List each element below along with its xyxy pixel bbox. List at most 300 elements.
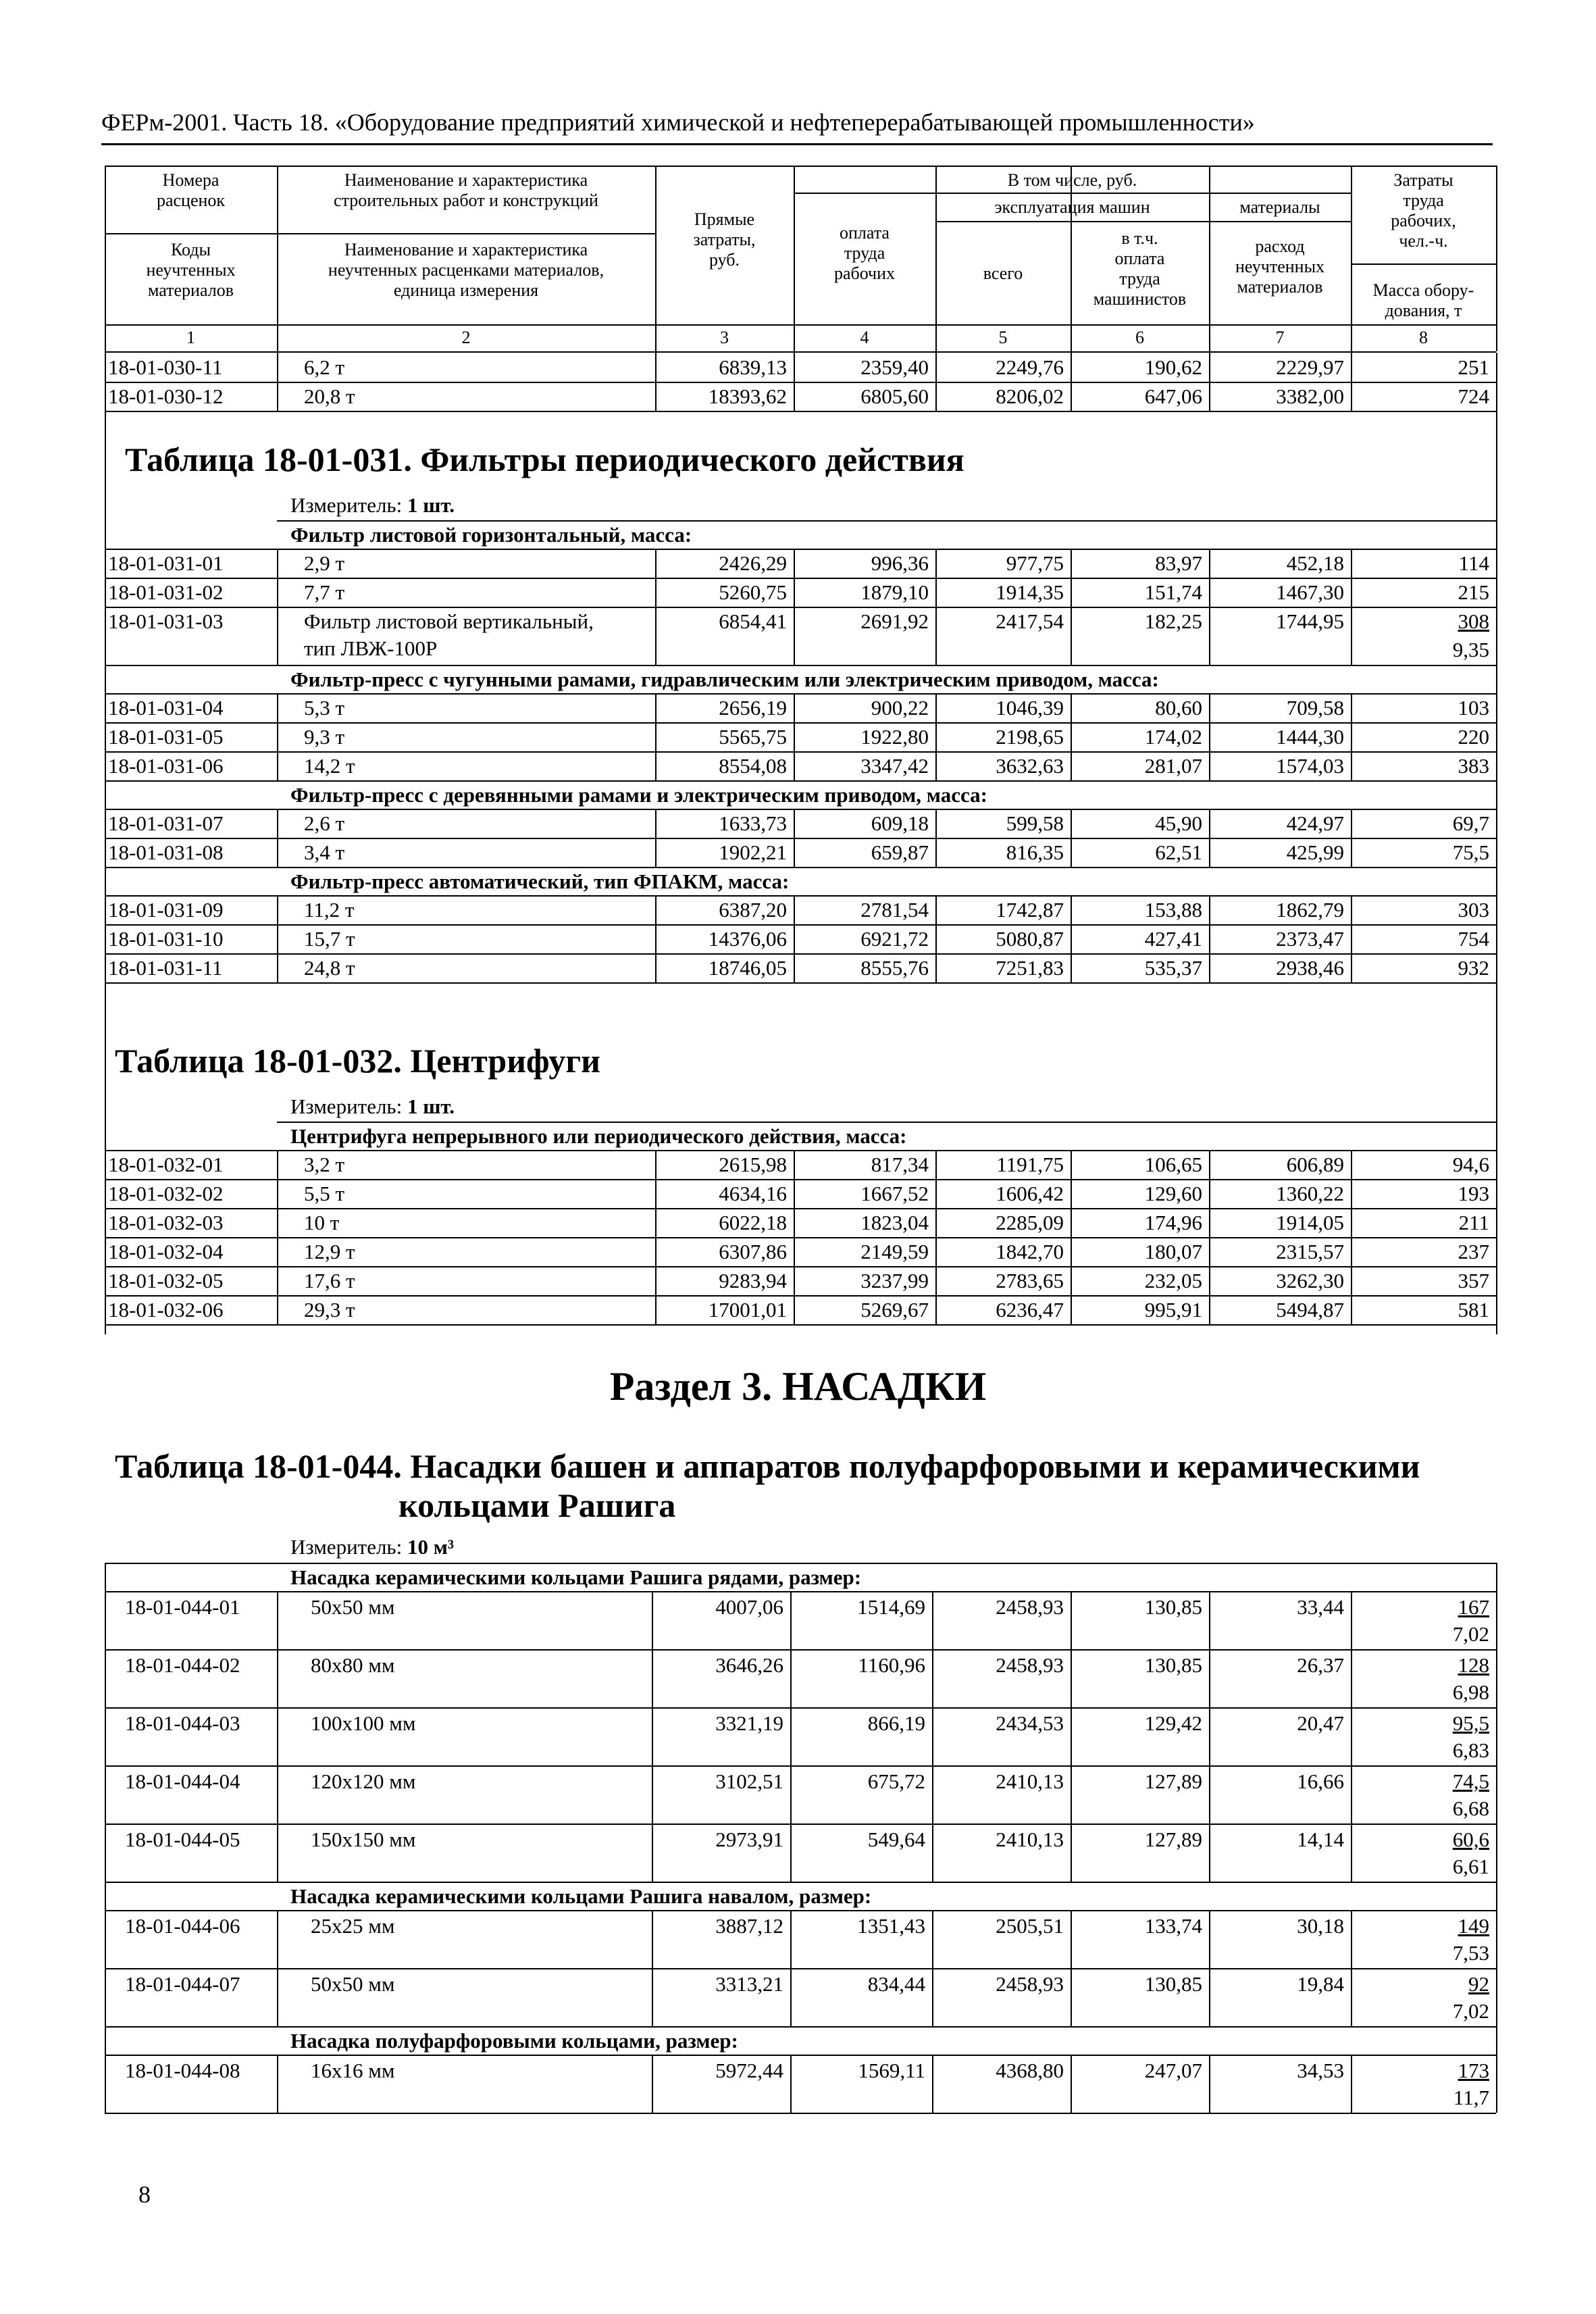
column-rule — [1351, 2055, 1352, 2113]
value-machines: 1842,70 — [996, 1240, 1064, 1263]
header-including-rule — [794, 193, 1351, 194]
value-equipment-mass: 6,61 — [1452, 1855, 1489, 1878]
value-labor: 193 — [1458, 1182, 1489, 1205]
group-subtitle: Фильтр-пресс с чугунными рамами, гидравлическим или электрическим приводом, масса: — [290, 668, 1159, 691]
row-name: 20,8 т — [304, 384, 355, 408]
row-name: 2,6 т — [304, 811, 345, 835]
value-direct: 6839,13 — [719, 355, 787, 379]
group-subtitle: Фильтр листовой горизонтальный, масса: — [290, 523, 692, 547]
column-rule — [277, 2055, 278, 2113]
value-direct: 3321,19 — [715, 1711, 783, 1735]
value-labor: 237 — [1458, 1240, 1489, 1263]
column-rule — [652, 1591, 653, 1882]
header-code-top: расценок — [156, 191, 226, 210]
header-column-number: 5 — [998, 328, 1008, 347]
price-code: 18-01-032-05 — [108, 1269, 224, 1292]
value-machinists: 281,07 — [1144, 754, 1202, 778]
value-machinists: 83,97 — [1155, 551, 1202, 575]
value-machines: 4368,80 — [996, 2059, 1064, 2082]
value-materials: 424,97 — [1286, 811, 1344, 835]
column-rule — [1209, 809, 1210, 867]
price-code: 18-01-031-03 — [108, 609, 224, 633]
column-rule — [1071, 2055, 1072, 2113]
header-split-rule — [105, 233, 655, 234]
price-code: 18-01-044-06 — [125, 1914, 240, 1938]
value-machinists: 127,89 — [1144, 1769, 1202, 1793]
price-code: 18-01-044-03 — [125, 1711, 240, 1735]
header-wages: рабочих — [833, 263, 896, 283]
value-direct: 5260,75 — [719, 580, 787, 604]
row-name: 11,2 т — [304, 898, 355, 922]
column-rule — [1071, 1910, 1072, 2026]
value-equipment-mass: 7,02 — [1452, 1622, 1489, 1646]
value-wages: 609,18 — [871, 811, 929, 835]
value-materials: 30,18 — [1297, 1914, 1344, 1938]
value-equipment-mass: 9,35 — [1452, 638, 1489, 661]
row-name: 10 т — [304, 1211, 340, 1234]
measure-value: 1 шт. — [407, 1095, 455, 1118]
value-direct: 1633,73 — [719, 811, 787, 835]
value-direct: 18746,05 — [708, 956, 787, 980]
value-direct: 6307,86 — [719, 1240, 787, 1263]
value-machines: 2249,76 — [996, 355, 1064, 379]
value-equipment-mass: 6,98 — [1452, 1680, 1489, 1704]
column-rule — [935, 693, 937, 780]
value-labor: 215 — [1458, 580, 1489, 604]
row-name: 16х16 мм — [311, 2059, 395, 2082]
value-direct: 5565,75 — [719, 725, 787, 749]
value-machinists: 130,85 — [1144, 1972, 1202, 1996]
value-labor: 149 — [1458, 1914, 1489, 1938]
section-title: Раздел 3. НАСАДКИ — [609, 1364, 987, 1409]
price-code: 18-01-032-04 — [108, 1240, 224, 1263]
column-rule — [932, 1910, 933, 2026]
value-equipment-mass: 6,83 — [1452, 1738, 1489, 1762]
value-materials: 1744,95 — [1276, 609, 1344, 633]
row-rule — [105, 1707, 1496, 1709]
group-subtitle: Фильтр-пресс с деревянными рамами и электрическим приводом, масса: — [290, 783, 987, 807]
column-rule — [652, 1910, 653, 2026]
header-labor-costs: Затраты — [1393, 170, 1453, 190]
column-rule — [1209, 2055, 1210, 2113]
price-code: 18-01-031-04 — [108, 696, 224, 720]
row-name: 14,2 т — [304, 754, 355, 778]
value-machinists: 232,05 — [1144, 1269, 1202, 1292]
value-machinists: 182,25 — [1144, 609, 1202, 633]
value-labor: 754 — [1458, 927, 1489, 951]
value-machines: 1606,42 — [996, 1182, 1064, 1205]
value-labor: 103 — [1458, 696, 1489, 720]
value-equipment-mass: 7,53 — [1452, 1941, 1489, 1965]
value-labor: 74,5 — [1452, 1769, 1489, 1793]
value-machines: 2285,09 — [996, 1211, 1064, 1234]
column-rule — [1209, 1910, 1210, 2026]
value-direct: 3313,21 — [715, 1972, 783, 1996]
value-direct: 6854,41 — [719, 609, 787, 633]
header-labor-costs: труда — [1403, 191, 1444, 210]
value-wages: 817,34 — [871, 1153, 929, 1176]
row-name: 150х150 мм — [311, 1828, 416, 1851]
value-materials: 2229,97 — [1276, 355, 1344, 379]
value-equipment-mass: 6,68 — [1452, 1796, 1489, 1820]
header-wages: труда — [844, 243, 885, 263]
header-machinists: машинистов — [1093, 289, 1187, 309]
column-rule — [794, 549, 795, 665]
value-wages: 996,36 — [871, 551, 929, 575]
column-rule — [1351, 1910, 1352, 2026]
column-rule — [1351, 549, 1352, 665]
header-name-bottom: неучтенных расценками материалов, — [328, 260, 604, 280]
column-rule — [655, 353, 657, 411]
value-machinists: 153,88 — [1144, 898, 1202, 922]
header-col-rule — [1496, 166, 1497, 351]
value-materials: 2938,46 — [1276, 956, 1344, 980]
value-machinists: 180,07 — [1144, 1240, 1202, 1263]
value-labor: 581 — [1458, 1298, 1489, 1322]
group-subtitle: Насадка полуфарфоровыми кольцами, размер: — [290, 2029, 738, 2053]
price-code: 18-01-031-02 — [108, 580, 224, 604]
table-measure: Измеритель: 1 шт. — [290, 1095, 455, 1118]
column-rule — [277, 1150, 278, 1324]
value-equipment-mass: 11,7 — [1453, 2086, 1489, 2109]
value-labor: 220 — [1458, 725, 1489, 749]
running-title: ФЕРм-2001. Часть 18. «Оборудование предприятий химической и нефтеперерабатывающей промышленности» — [101, 109, 1255, 136]
header-code-bottom: Коды — [171, 240, 211, 259]
value-materials: 34,53 — [1297, 2059, 1344, 2082]
header-column-number: 1 — [186, 328, 195, 347]
value-machines: 2458,93 — [996, 1595, 1064, 1619]
value-machines: 2458,93 — [996, 1972, 1064, 1996]
value-direct: 8554,08 — [719, 754, 787, 778]
price-code: 18-01-032-03 — [108, 1211, 224, 1234]
subtitle-rule — [105, 1591, 1496, 1592]
header-material-consumption: материалов — [1237, 277, 1323, 297]
subtitle-rule — [105, 2055, 1496, 2056]
price-code: 18-01-032-06 — [108, 1298, 224, 1322]
value-materials: 2315,57 — [1276, 1240, 1344, 1263]
row-name-continued: тип ЛВЖ-100Р — [304, 636, 438, 660]
row-name: 7,7 т — [304, 580, 345, 604]
column-rule — [277, 895, 278, 982]
column-rule — [794, 353, 795, 411]
value-wages: 659,87 — [871, 840, 929, 864]
price-code: 18-01-031-05 — [108, 725, 224, 749]
value-labor: 95,5 — [1452, 1711, 1489, 1735]
value-labor: 114 — [1458, 551, 1489, 575]
row-rule — [105, 1765, 1496, 1767]
value-materials: 26,37 — [1297, 1653, 1344, 1677]
value-machinists: 106,65 — [1144, 1153, 1202, 1176]
row-name: 25х25 мм — [311, 1914, 395, 1938]
value-direct: 9283,94 — [719, 1269, 787, 1292]
value-machines: 2783,65 — [996, 1269, 1064, 1292]
value-machines: 1914,35 — [996, 580, 1064, 604]
value-materials: 19,84 — [1297, 1972, 1344, 1996]
price-code: 18-01-032-01 — [108, 1153, 224, 1176]
value-labor: 173 — [1458, 2059, 1489, 2082]
value-materials: 709,58 — [1286, 696, 1344, 720]
value-materials: 1914,05 — [1276, 1211, 1344, 1234]
header-labor-costs: рабочих, — [1391, 211, 1456, 230]
price-code: 18-01-030-11 — [108, 355, 223, 379]
header-column-number: 3 — [720, 328, 729, 347]
header-name-top: строительных работ и конструкций — [334, 191, 598, 210]
value-direct: 2615,98 — [719, 1153, 787, 1176]
column-rule — [1071, 353, 1072, 411]
row-name: 50х50 мм — [311, 1972, 395, 1996]
column-rule — [1209, 353, 1210, 411]
value-machinists: 190,62 — [1144, 355, 1202, 379]
row-rule — [105, 1823, 1496, 1825]
value-wages: 1922,80 — [860, 725, 929, 749]
value-direct: 4007,06 — [715, 1595, 783, 1619]
value-materials: 1360,22 — [1276, 1182, 1344, 1205]
value-machines: 1742,87 — [996, 898, 1064, 922]
column-rule — [1071, 809, 1072, 867]
value-materials: 14,14 — [1297, 1828, 1344, 1851]
value-wages: 1569,11 — [858, 2059, 925, 2082]
row-name: 80х80 мм — [311, 1653, 395, 1677]
header-column-number: 4 — [860, 328, 869, 347]
value-direct: 5972,44 — [715, 2059, 783, 2082]
value-machinists: 151,74 — [1144, 580, 1202, 604]
header-rule — [101, 143, 1493, 145]
value-machinists: 647,06 — [1144, 384, 1202, 408]
value-wages: 1879,10 — [860, 580, 929, 604]
row-name: 120х120 мм — [311, 1769, 416, 1793]
column-rule — [1071, 693, 1072, 780]
value-materials: 1467,30 — [1276, 580, 1344, 604]
group-subtitle: Насадка керамическими кольцами Рашига навалом, размер: — [290, 1884, 872, 1908]
column-rule — [1351, 1591, 1352, 1882]
column-rule — [790, 1910, 792, 2026]
price-code: 18-01-044-08 — [125, 2059, 240, 2082]
header-code-top: Номера — [162, 170, 220, 190]
value-wages: 3237,99 — [860, 1269, 929, 1292]
value-wages: 834,44 — [867, 1972, 925, 1996]
right-border — [1496, 1563, 1497, 2113]
column-rule — [1351, 693, 1352, 780]
column-rule — [1351, 809, 1352, 867]
value-machinists: 995,91 — [1144, 1298, 1202, 1322]
row-name: 5,5 т — [304, 1182, 345, 1205]
row-rule — [105, 1324, 1496, 1326]
header-column-number: 8 — [1419, 328, 1428, 347]
price-code: 18-01-031-07 — [108, 811, 224, 835]
header-equipment-mass: Масса обору- — [1372, 280, 1474, 300]
value-direct: 3646,26 — [715, 1653, 783, 1677]
value-labor: 251 — [1458, 355, 1489, 379]
column-rule — [1351, 1150, 1352, 1324]
header-column-number: 2 — [461, 328, 471, 347]
value-wages: 2691,92 — [860, 609, 929, 633]
header-code-bottom: неучтенных — [146, 260, 236, 280]
column-rule — [932, 2055, 933, 2113]
value-wages: 5269,67 — [860, 1298, 929, 1322]
header-machinists: труда — [1119, 269, 1160, 288]
column-rule — [277, 1910, 278, 2026]
column-rule — [277, 693, 278, 780]
header-labor-costs: чел.-ч. — [1399, 231, 1448, 251]
value-machines: 1046,39 — [996, 696, 1064, 720]
column-rule — [277, 549, 278, 665]
header-materials: материалы — [1239, 197, 1320, 217]
price-code: 18-01-031-01 — [108, 551, 224, 575]
header-material-consumption: неучтенных — [1235, 257, 1325, 276]
right-border — [1496, 353, 1497, 1334]
header-name-bottom: единица измерения — [393, 280, 539, 300]
column-rule — [932, 1591, 933, 1882]
value-materials: 33,44 — [1297, 1595, 1344, 1619]
table-measure: Измеритель: 10 м³ — [290, 1535, 455, 1559]
price-code: 18-01-031-06 — [108, 754, 224, 778]
value-labor: 211 — [1458, 1211, 1489, 1234]
value-wages: 1667,52 — [860, 1182, 929, 1205]
row-name: 29,3 т — [304, 1298, 355, 1322]
header-column-number: 7 — [1275, 328, 1285, 347]
value-wages: 1514,69 — [857, 1595, 925, 1619]
header-machine-operation: эксплуатация машин — [994, 197, 1150, 217]
value-labor: 75,5 — [1452, 840, 1489, 864]
column-rule — [794, 1150, 795, 1324]
header-numbers-rule — [105, 351, 1496, 353]
column-rule — [655, 895, 657, 982]
value-wages: 1823,04 — [860, 1211, 929, 1234]
column-rule — [1351, 353, 1352, 411]
value-materials: 425,99 — [1286, 840, 1344, 864]
value-labor: 308 — [1458, 609, 1489, 633]
table-title: Таблица 18-01-031. Фильтры периодического действия — [125, 441, 964, 478]
price-code: 18-01-031-10 — [108, 927, 224, 951]
header-direct-costs: Прямые — [694, 209, 755, 229]
value-wages: 2359,40 — [860, 355, 929, 379]
row-name: 50х50 мм — [311, 1595, 395, 1619]
value-wages: 900,22 — [871, 696, 929, 720]
header-direct-costs: руб. — [709, 250, 740, 270]
value-machinists: 127,89 — [1144, 1828, 1202, 1851]
value-machinists: 130,85 — [1144, 1653, 1202, 1677]
value-direct: 2426,29 — [719, 551, 787, 575]
header-labor-split — [1351, 263, 1496, 265]
row-name: 15,7 т — [304, 927, 355, 951]
value-machinists: 133,74 — [1144, 1914, 1202, 1938]
column-rule — [277, 353, 278, 411]
value-machines: 2410,13 — [996, 1828, 1064, 1851]
value-labor: 128 — [1458, 1653, 1489, 1677]
value-machinists: 130,85 — [1144, 1595, 1202, 1619]
column-rule — [1071, 549, 1072, 665]
value-machinists: 62,51 — [1155, 840, 1202, 864]
row-name: 12,9 т — [304, 1240, 355, 1263]
value-machines: 2434,53 — [996, 1711, 1064, 1735]
column-rule — [652, 2055, 653, 2113]
header-wages: оплата — [840, 223, 890, 243]
value-materials: 1444,30 — [1276, 725, 1344, 749]
header-total: всего — [983, 263, 1023, 283]
header-equipment-mass: дования, т — [1385, 301, 1462, 320]
value-materials: 452,18 — [1286, 551, 1344, 575]
value-direct: 6387,20 — [719, 898, 787, 922]
header-name-top: Наименование и характеристика — [344, 170, 588, 190]
value-labor: 932 — [1458, 956, 1489, 980]
value-wages: 8555,76 — [860, 956, 929, 980]
row-name: Фильтр листовой вертикальный, — [304, 609, 594, 633]
value-direct: 17001,01 — [708, 1298, 787, 1322]
column-rule — [935, 895, 937, 982]
left-border — [105, 353, 106, 1334]
column-rule — [1209, 1150, 1210, 1324]
value-direct: 1902,21 — [719, 840, 787, 864]
group-subtitle: Насадка керамическими кольцами Рашига рядами, размер: — [290, 1565, 862, 1589]
header-top-rule — [105, 166, 1496, 167]
column-rule — [1071, 895, 1072, 982]
value-machinists: 247,07 — [1144, 2059, 1202, 2082]
price-code: 18-01-044-05 — [125, 1828, 240, 1851]
column-rule — [1209, 693, 1210, 780]
value-wages: 6921,72 — [860, 927, 929, 951]
value-materials: 20,47 — [1297, 1711, 1344, 1735]
value-machines: 2198,65 — [996, 725, 1064, 749]
value-wages: 549,64 — [867, 1828, 925, 1851]
value-materials: 5494,87 — [1276, 1298, 1344, 1322]
price-code: 18-01-044-01 — [125, 1595, 240, 1619]
row-rule — [105, 1968, 1496, 1969]
value-machines: 3632,63 — [996, 754, 1064, 778]
value-direct: 2973,91 — [715, 1828, 783, 1851]
header-material-consumption: расход — [1255, 236, 1305, 256]
group-subtitle: Фильтр-пресс автоматический, тип ФПАКМ, масса: — [290, 870, 790, 893]
left-border — [105, 1563, 106, 2113]
header-bottom-rule — [105, 324, 1496, 326]
column-rule — [935, 353, 937, 411]
row-name: 9,3 т — [304, 725, 345, 749]
column-rule — [790, 2055, 792, 2113]
value-materials: 3262,30 — [1276, 1269, 1344, 1292]
value-machinists: 129,60 — [1144, 1182, 1202, 1205]
page-number: 8 — [138, 2181, 151, 2208]
row-name: 3,4 т — [304, 840, 345, 864]
column-rule — [790, 1591, 792, 1882]
value-materials: 606,89 — [1286, 1153, 1344, 1176]
value-labor: 303 — [1458, 898, 1489, 922]
column-rule — [935, 549, 937, 665]
column-rule — [1209, 549, 1210, 665]
value-direct: 18393,62 — [708, 384, 787, 408]
value-labor: 357 — [1458, 1269, 1489, 1292]
price-code: 18-01-031-11 — [108, 956, 223, 980]
value-machines: 816,35 — [1006, 840, 1064, 864]
value-labor: 383 — [1458, 754, 1489, 778]
value-direct: 6022,18 — [719, 1211, 787, 1234]
value-labor: 60,6 — [1452, 1828, 1489, 1851]
row-name: 100х100 мм — [311, 1711, 416, 1735]
value-materials: 3382,00 — [1276, 384, 1344, 408]
value-labor: 69,7 — [1452, 811, 1489, 835]
row-rule — [105, 411, 1496, 412]
subtitle-rule — [105, 1910, 1496, 1911]
value-materials: 1862,79 — [1276, 898, 1344, 922]
price-code: 18-01-044-02 — [125, 1653, 240, 1677]
value-labor: 724 — [1458, 384, 1489, 408]
value-direct: 3887,12 — [715, 1914, 783, 1938]
row-name: 17,6 т — [304, 1269, 355, 1292]
row-rule — [105, 2113, 1496, 2114]
value-machines: 2417,54 — [996, 609, 1064, 633]
value-labor: 92 — [1468, 1972, 1489, 1996]
value-direct: 14376,06 — [708, 927, 787, 951]
column-rule — [655, 1150, 657, 1324]
column-rule — [1071, 1150, 1072, 1324]
